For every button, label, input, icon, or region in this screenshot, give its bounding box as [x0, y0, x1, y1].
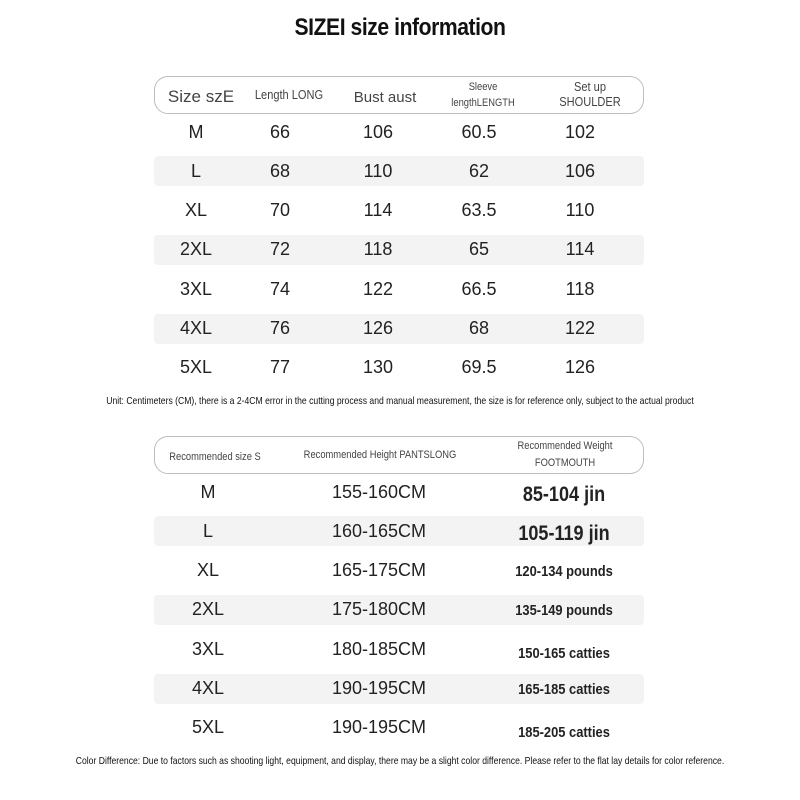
recommendation-table-header	[154, 436, 644, 474]
size-table-row	[154, 353, 644, 383]
cell-length: 76	[269, 318, 291, 338]
cell-recommended-height: 165-175CM	[331, 560, 427, 581]
cell-size: L	[190, 160, 201, 181]
cell-recommended-height: 155-160CM	[331, 481, 427, 502]
size-table-row	[154, 156, 644, 186]
cell-length: 66	[269, 121, 291, 142]
header-length: Length LONG	[254, 86, 324, 102]
cell-recommended-size: 4XL	[191, 678, 225, 698]
size-table-row	[154, 117, 644, 147]
recommendation-table-row	[154, 634, 644, 664]
cell-recommended-height: 190-195CM	[331, 717, 427, 738]
cell-recommended-weight: 165-185 catties	[518, 681, 610, 698]
size-table-row	[154, 274, 644, 304]
cell-recommended-weight: 150-165 catties	[518, 644, 610, 662]
header-recommended-weight	[506, 437, 625, 473]
cell-recommended-weight: 185-205 catties	[518, 724, 610, 742]
recommendation-table-row	[154, 516, 644, 546]
header-recommended-height: Recommended Height PANTSLONG	[303, 448, 457, 461]
header-sleeve-line2: lengthLENGTH	[451, 96, 515, 109]
cell-recommended-size: 2XL	[191, 599, 225, 620]
header-weight-line1: Recommended Weight	[517, 440, 613, 453]
header-sleeve	[442, 77, 524, 113]
cell-recommended-height: 175-180CM	[331, 599, 427, 620]
header-recommended-size: Recommended size S	[169, 450, 261, 463]
cell-recommended-weight: 85-104 jin	[522, 483, 606, 506]
cell-shoulder: 126	[564, 357, 596, 378]
cell-shoulder: 102	[564, 121, 596, 142]
size-table-row	[154, 196, 644, 226]
size-table-row	[154, 235, 644, 265]
color-difference-note: Color Difference: Due to factors such as shooting light, equipment, and display, there may be a slight color difference. Please refer to the flat lay details for color reference.	[75, 755, 725, 767]
cell-recommended-weight: 120-134 pounds	[515, 563, 613, 581]
cell-recommended-height: 190-195CM	[331, 678, 427, 698]
cell-bust: 130	[362, 357, 394, 378]
header-sleeve-line1: Sleeve	[468, 80, 498, 93]
cell-sleeve: 69.5	[461, 357, 497, 378]
cell-length: 70	[269, 200, 291, 221]
cell-length: 72	[269, 239, 291, 260]
cell-bust: 122	[362, 278, 394, 299]
cell-recommended-height: 180-185CM	[331, 638, 427, 659]
header-size: Size szE	[167, 87, 235, 107]
cell-size: 4XL	[179, 318, 213, 338]
cell-length: 74	[269, 278, 291, 299]
cell-recommended-size: L	[202, 520, 213, 541]
cell-recommended-size: M	[200, 481, 216, 502]
header-weight-line2: FOOTMOUTH	[534, 457, 596, 469]
header-bust: Bust aust	[353, 89, 417, 107]
cell-size: M	[188, 121, 204, 142]
cell-recommended-size: 3XL	[191, 638, 225, 659]
recommendation-table-row	[154, 713, 644, 743]
recommendation-table-row	[154, 556, 644, 586]
cell-bust: 118	[363, 239, 393, 260]
cell-shoulder: 106	[564, 160, 596, 181]
recommendation-table-row	[154, 477, 644, 507]
page-title: SIZEI size information	[294, 14, 506, 41]
cell-size: 2XL	[179, 239, 213, 260]
cell-sleeve: 66.5	[461, 278, 497, 299]
cell-shoulder: 114	[565, 239, 595, 260]
cell-sleeve: 65	[468, 239, 490, 260]
cell-bust: 114	[363, 200, 393, 221]
cell-recommended-size: 5XL	[191, 717, 225, 738]
cell-length: 77	[269, 357, 291, 378]
cell-size: XL	[184, 200, 208, 221]
unit-note: Unit: Centimeters (CM), there is a 2-4CM error in the cutting process and manual measurement, the size is for reference only, subject to the actual product	[106, 395, 694, 407]
cell-size: 3XL	[179, 278, 213, 299]
cell-recommended-weight: 135-149 pounds	[515, 602, 613, 620]
cell-size: 5XL	[179, 357, 213, 378]
cell-shoulder: 118	[565, 278, 595, 299]
cell-bust: 106	[362, 121, 394, 142]
cell-recommended-height: 160-165CM	[331, 520, 427, 541]
cell-sleeve: 63.5	[461, 200, 497, 221]
recommendation-table-row	[154, 595, 644, 625]
cell-bust: 126	[362, 318, 394, 338]
cell-sleeve: 62	[468, 160, 490, 181]
cell-length: 68	[269, 160, 291, 181]
cell-sleeve: 60.5	[461, 121, 497, 142]
cell-recommended-size: XL	[196, 560, 220, 581]
cell-shoulder: 122	[564, 318, 596, 338]
cell-sleeve: 68	[468, 318, 490, 338]
cell-bust: 110	[363, 160, 393, 181]
cell-recommended-weight: 105-119 jin	[518, 522, 610, 546]
header-shoulder: Set up SHOULDER	[559, 79, 621, 109]
recommendation-table-row	[154, 674, 644, 704]
size-table-row	[154, 314, 644, 344]
cell-shoulder: 110	[565, 200, 595, 221]
size-table-header	[154, 76, 644, 114]
